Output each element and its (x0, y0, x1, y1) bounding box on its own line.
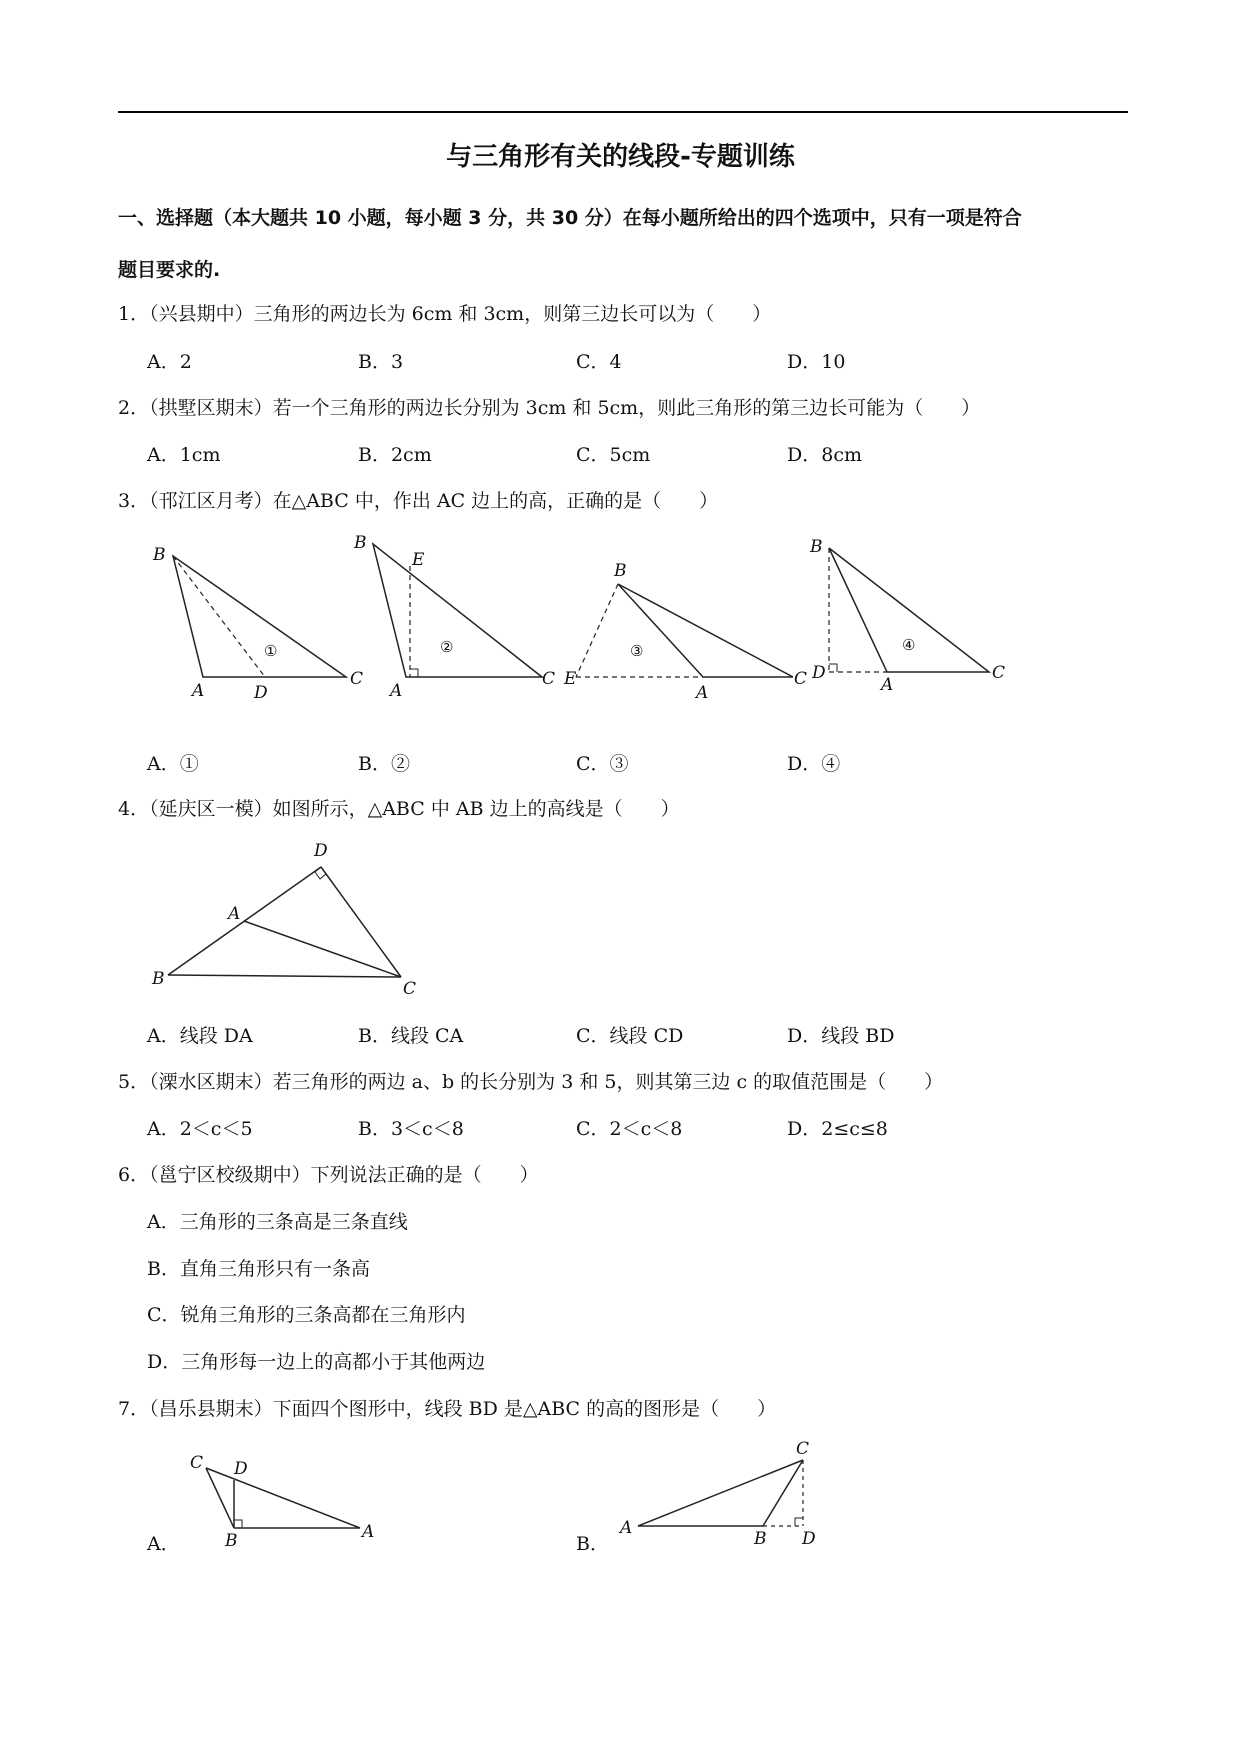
question-2-stem: 2．（拱墅区期末）若一个三角形的两边长分别为 3cm 和 5cm，则此三角形的第三边长可能为（ ） (118, 397, 981, 419)
q3-f2-label-b: B (354, 533, 367, 553)
q3-f1-label-c: C (350, 669, 364, 689)
q3-option-a[interactable]: A．① (147, 753, 199, 775)
section-header-line1: 一、选择题（本大题共 10 小题，每小题 3 分，共 30 分）在每小题所给出的四个选项中，只有一项是符合 (118, 207, 1022, 229)
q2-option-c[interactable]: C．5cm (576, 444, 651, 466)
q7b-label-b: B (754, 1529, 767, 1549)
question-3-stem: 3．（邗江区月考）在△ABC 中，作出 AC 边上的高，正确的是（ ） (118, 490, 719, 512)
q3-f4-label-b: B (810, 537, 823, 557)
q7-option-a[interactable]: A． (147, 1533, 180, 1555)
q7b-label-c: C (796, 1439, 810, 1459)
q4-option-b[interactable]: B．线段 CA (358, 1025, 464, 1047)
q7a-label-d: D (234, 1459, 248, 1479)
q3-option-d[interactable]: D．④ (787, 753, 841, 775)
q7a-label-b: B (225, 1531, 238, 1551)
q3-f3-label-a: A (696, 683, 709, 703)
question-1-stem: 1．（兴县期中）三角形的两边长为 6cm 和 3cm，则第三边长可以为（ ） (118, 303, 772, 325)
q7-figure-a (180, 1440, 400, 1550)
q6-option-d[interactable]: D．三角形每一边上的高都小于其他两边 (147, 1351, 486, 1373)
q7a-label-a: A (362, 1522, 375, 1542)
q6-option-a[interactable]: A．三角形的三条高是三条直线 (147, 1211, 408, 1233)
q4-option-d[interactable]: D．线段 BD (787, 1025, 895, 1047)
q7b-label-a: A (620, 1518, 633, 1538)
q4-label-b: B (152, 969, 165, 989)
q3-f1-number: ① (264, 642, 278, 660)
q3-f3-label-b: B (614, 561, 627, 581)
q3-f4-label-d: D (812, 663, 826, 683)
q7b-triangle (618, 1439, 816, 1549)
q6-option-b[interactable]: B．直角三角形只有一条高 (147, 1258, 370, 1280)
q3-f2-label-e: E (412, 550, 425, 570)
q4-figure (140, 836, 440, 1006)
q5-option-b[interactable]: B．3＜c＜8 (358, 1118, 464, 1140)
q4-option-c[interactable]: C．线段 CD (576, 1025, 684, 1047)
question-7-stem: 7．（昌乐县期末）下面四个图形中，线段 BD 是△ABC 的高的图形是（ ） (118, 1398, 777, 1420)
q5-option-a[interactable]: A．2＜c＜5 (147, 1118, 253, 1140)
q3-option-b[interactable]: B．② (358, 753, 410, 775)
q3-f1-label-a: A (192, 681, 205, 701)
page-title: 与三角形有关的线段-专题训练 (446, 142, 795, 172)
question-5-stem: 5．（溧水区期末）若三角形的两边 a、b 的长分别为 3 和 5，则其第三边 c 的取值范围是（ ） (118, 1071, 944, 1093)
q3-triangle-2 (353, 533, 555, 701)
q5-option-d[interactable]: D．2≤c≤8 (787, 1118, 888, 1140)
q3-triangle-4 (809, 537, 1005, 695)
question-4-stem: 4．（延庆区一模）如图所示，△ABC 中 AB 边上的高线是（ ） (118, 798, 680, 820)
q3-f2-number: ② (440, 638, 454, 656)
q7-figure-b (612, 1432, 832, 1549)
q3-f3-label-e: E (564, 669, 577, 689)
q3-f2-label-c: C (542, 669, 556, 689)
q5-option-c[interactable]: C．2＜c＜8 (576, 1118, 683, 1140)
q3-f3-label-c: C (794, 669, 808, 689)
q3-f1-label-d: D (254, 683, 268, 703)
q2-option-d[interactable]: D．8cm (787, 444, 862, 466)
q3-f4-number: ④ (902, 636, 916, 654)
q2-option-a[interactable]: A．1cm (147, 444, 221, 466)
q3-f1-label-b: B (153, 545, 166, 565)
q3-f4-label-a: A (881, 675, 894, 695)
q3-f4-label-c: C (992, 663, 1006, 683)
q1-option-c[interactable]: C．4 (576, 351, 622, 373)
question-6-stem: 6．（邕宁区校级期中）下列说法正确的是（ ） (118, 1164, 539, 1186)
q7-option-b[interactable]: B． (576, 1533, 609, 1555)
q4-label-c: C (403, 979, 417, 999)
q1-option-b[interactable]: B．3 (358, 351, 404, 373)
q7a-label-c: C (190, 1453, 204, 1473)
q7b-label-d: D (802, 1529, 816, 1549)
top-rule (118, 111, 1128, 113)
q4-option-a[interactable]: A．线段 DA (147, 1025, 253, 1047)
section-header-line2: 题目要求的. (118, 259, 221, 281)
q4-label-a: A (228, 904, 241, 924)
q7a-triangle (190, 1453, 374, 1551)
q2-option-b[interactable]: B．2cm (358, 444, 432, 466)
q3-triangle-3 (563, 561, 807, 703)
q4-label-d: D (314, 841, 328, 861)
q1-option-d[interactable]: D．10 (787, 351, 846, 373)
q4-triangle (151, 841, 416, 999)
q3-f3-number: ③ (630, 642, 644, 660)
q1-option-a[interactable]: A．2 (147, 351, 192, 373)
q3-triangle-1 (152, 545, 363, 703)
q3-option-c[interactable]: C．③ (576, 753, 629, 775)
q3-figure (140, 532, 1020, 702)
q3-f2-label-a: A (390, 681, 403, 701)
q6-option-c[interactable]: C．锐角三角形的三条高都在三角形内 (147, 1304, 466, 1326)
